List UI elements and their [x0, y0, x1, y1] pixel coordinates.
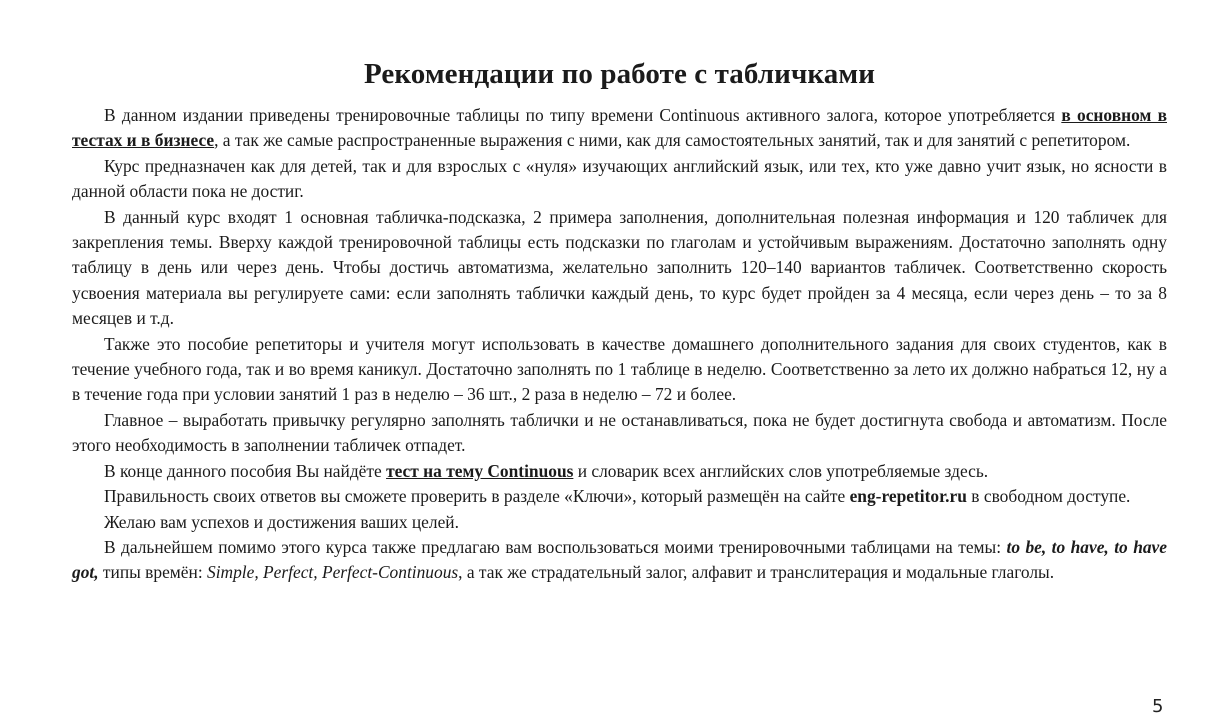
page-number: 5 [1152, 696, 1164, 717]
paragraph-keys-text: Правильность своих ответов вы сможете проверить в разделе «Ключи», который размещён на сайте [104, 486, 850, 507]
paragraph-habit: Главное – выработать привычку регулярно заполнять таблички и не останавливаться, пока не будет достигнута свобода и автоматизм. После этого необходимость в заполнении табличек отпадет. [72, 409, 1167, 456]
paragraph-intro [72, 103, 1167, 154]
paragraph-keys-text-end: в свободном доступе. [966, 486, 1131, 507]
paragraph-audience: Курс предназначен как для детей, так и для взрослых с «нуля» изучающих английский язык, или тех, кто уже давно учит язык, но ясности в данной области пока не достиг. [72, 155, 1167, 202]
paragraph-test [72, 459, 1167, 484]
paragraph-tutors: Также это пособие репетиторы и учителя могут использовать в качестве домашнего дополнительного задания для своих студентов, как в течение учебного года, так и во время каникул. Достаточно заполнять по 1 таблице в неделю. Соответственно за лето их должно набраться 12, ну а в течение года при условии занятий 1 раз в неделю – 36 шт., 2 раза в неделю – 72 и более. [72, 333, 1167, 405]
emphasis-tests-business: в основном в тестах и в бизнесе [72, 105, 1167, 151]
paragraph-test-text: В конце данного пособия Вы найдёте [104, 460, 387, 481]
paragraph-intro-text: В данном издании приведены тренировочные таблицы по типу времени Continuous активного залога, которое употребляется [104, 105, 1062, 125]
paragraph-test-text-end: и словарик всех английских слов употребляемые здесь. [573, 460, 989, 481]
site-name: eng-repetitor.ru [849, 486, 967, 507]
paragraph-course-contents: В данный курс входят 1 основная табличка-подсказка, 2 примера заполнения, дополнительная полезная информация и 120 табличек для закрепления темы. Вверху каждой тренировочной таблицы есть подсказки по глаголам и устойчивым выражениям. Достаточно заполнять одну таблицу в день или через день. Чтобы достичь автоматизма, желательно заполнить 120–140 вариантов табличек. Соответственно скорость усвоения материала вы регулируете сами: если заполнять таблички каждый день, то курс будет пройден за 4 месяца, если через день – то за 8 месяцев и т.д. [72, 206, 1167, 329]
paragraph-intro-text-end: , а так же самые распространенные выражения с ними, как для самостоятельных занятий, так и для занятий с репетитором. [214, 130, 1131, 151]
paragraph-wishes: Желаю вам успехов и достижения ваших целей. [104, 511, 459, 532]
topics-list: to be, to have, to have got, [72, 536, 1167, 583]
paragraph-other-courses-mid: типы времён: [98, 562, 208, 583]
paragraph-other-courses-end: , а так же страдательный залог, алфавит и транслитерация и модальные глаголы. [458, 562, 1055, 583]
document-page [72, 50, 1167, 586]
tenses-list: Simple, Perfect, Perfect-Continuous [207, 562, 459, 583]
emphasis-continuous-test: тест на тему Continuous [386, 460, 574, 481]
page-title: Рекомендации по работе с табличками [363, 58, 876, 90]
paragraph-keys [72, 484, 1167, 509]
paragraph-other-courses [72, 535, 1167, 586]
paragraph-other-courses-text: В дальнейшем помимо этого курса также предлагаю вам воспользоваться моими тренировочными таблицами на темы: [104, 536, 1007, 557]
